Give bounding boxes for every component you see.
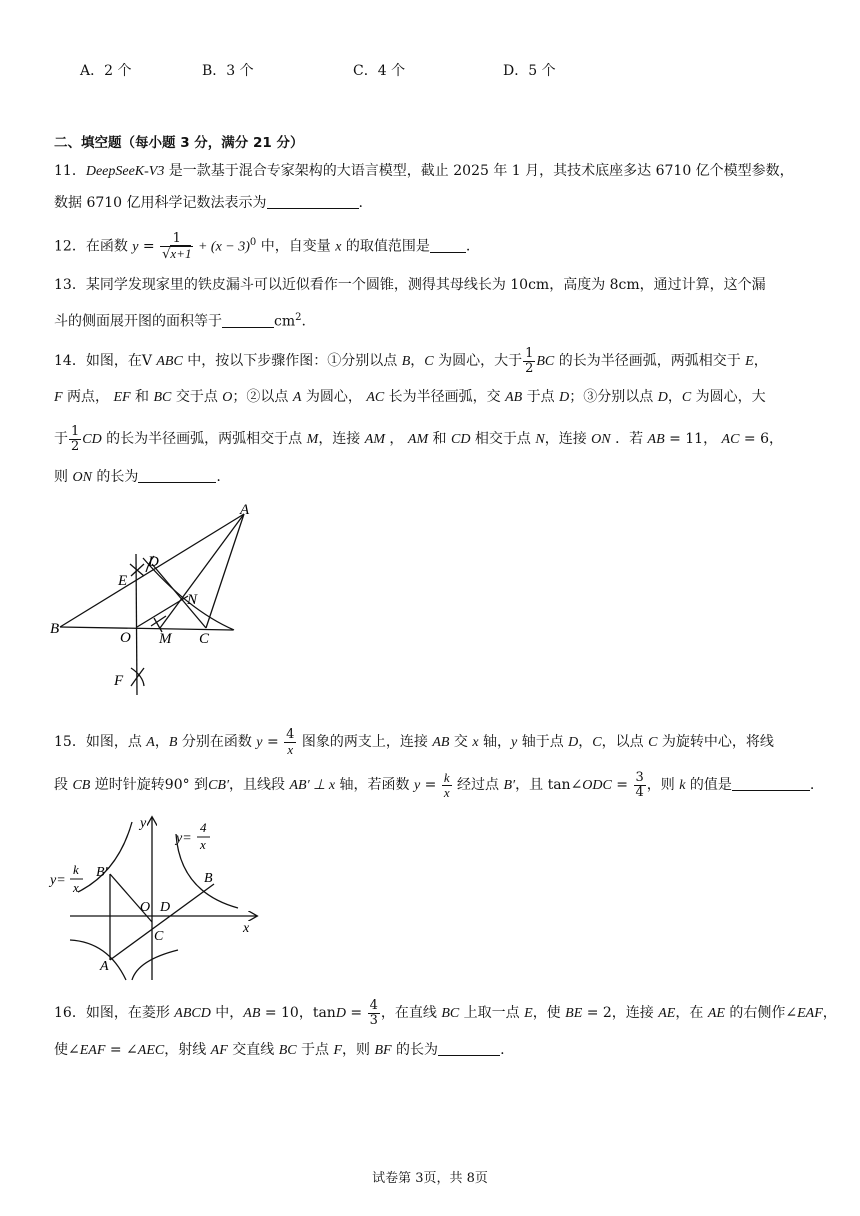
t: 长为半径画弧，交 xyxy=(384,389,506,405)
q11-line2 xyxy=(54,193,363,213)
t: AM xyxy=(364,432,385,447)
t: ， xyxy=(667,389,682,405)
t: ，在直线 xyxy=(380,1005,442,1021)
fraction xyxy=(69,425,81,454)
t: B xyxy=(401,354,411,369)
t: ， xyxy=(154,734,169,750)
arc-e-left xyxy=(130,564,144,576)
t: D xyxy=(335,1006,346,1021)
fraction xyxy=(284,728,296,757)
q15-line2 xyxy=(54,768,814,803)
t: ，则 xyxy=(646,777,680,793)
t: ．若 xyxy=(610,431,648,447)
t: 两点， xyxy=(62,389,114,405)
t: ，射线 xyxy=(164,1042,211,1058)
frac-num: 4 xyxy=(286,726,295,742)
page-footer: 试卷第 3页，共 8页 xyxy=(372,1171,488,1186)
t: BC xyxy=(441,1006,460,1021)
label-c: C xyxy=(199,631,210,647)
answer-blank[interactable] xyxy=(732,775,810,791)
t: CB′ xyxy=(208,778,230,793)
t: = xyxy=(420,777,441,793)
t: ABC xyxy=(156,354,183,369)
t: AE xyxy=(707,1006,725,1021)
figure-triangle-construction xyxy=(48,500,258,710)
t: 轴于点 xyxy=(517,734,569,750)
q14-line3 xyxy=(54,422,783,457)
t: ，连接 xyxy=(318,431,365,447)
t: ABCD xyxy=(174,1006,211,1021)
t: ， xyxy=(753,353,768,369)
frac-num: 1 xyxy=(160,232,193,247)
label-x-axis: x xyxy=(243,921,250,936)
t: ， xyxy=(384,431,408,447)
t: 为圆心， xyxy=(301,389,367,405)
curve1-num: 4 xyxy=(200,820,207,835)
t: ；③分别以点 xyxy=(569,389,658,405)
curve-4-over-x-lower xyxy=(70,940,126,980)
curve2-y: y= xyxy=(50,873,66,888)
t: AC xyxy=(366,390,385,405)
frac-den: 2 xyxy=(525,360,534,376)
t: AB xyxy=(505,390,523,405)
t: AB xyxy=(432,735,450,750)
var-x: x xyxy=(335,239,342,255)
t: = 2，连接 xyxy=(582,1005,659,1021)
frac-num: 3 xyxy=(635,769,644,785)
frac-den: 2 xyxy=(71,438,80,454)
t: A xyxy=(292,390,302,405)
answer-blank[interactable] xyxy=(267,193,359,209)
t: C xyxy=(592,735,602,750)
t: 段 xyxy=(54,777,73,793)
t: 的长为半径画弧，两弧相交于点 xyxy=(101,431,307,447)
t: 的长为 xyxy=(391,1042,439,1058)
t: BE xyxy=(565,1006,583,1021)
t: 图象的两支上，连接 xyxy=(297,734,433,750)
period: . xyxy=(465,238,471,255)
label-f: F xyxy=(114,673,124,689)
label-m: M xyxy=(159,631,172,647)
t: y xyxy=(256,735,263,750)
t: = 6， xyxy=(739,431,783,447)
power-term: + (x − 3) xyxy=(194,239,250,255)
segment-ac xyxy=(206,514,244,628)
period: . xyxy=(216,469,221,485)
label-o: O xyxy=(140,900,151,915)
curve2-num: k xyxy=(73,862,79,877)
curve1-den: x xyxy=(200,837,206,852)
curve-k-over-x-lower xyxy=(132,950,178,980)
t: EAF xyxy=(79,1043,106,1058)
t: y xyxy=(511,735,518,750)
q13-text-2: 斗的侧面展开图的面积等于 xyxy=(54,313,222,330)
segment-ab xyxy=(110,884,214,960)
t: AB xyxy=(243,1006,261,1021)
t: M xyxy=(306,432,319,447)
label-b: B xyxy=(50,621,60,637)
t: y xyxy=(413,778,421,793)
period: . xyxy=(500,1042,505,1058)
t: ，连接 xyxy=(544,431,592,447)
var-y: y xyxy=(132,239,139,255)
segment-cd xyxy=(152,564,206,628)
label-n: N xyxy=(187,592,198,608)
t: 的长为 xyxy=(91,469,139,485)
sqrt-content: x+1 xyxy=(170,245,192,261)
t: ，则 xyxy=(342,1042,375,1058)
fraction xyxy=(442,771,452,800)
t: = xyxy=(262,734,284,750)
t: 交 xyxy=(449,734,473,750)
option-a: A．2 个 xyxy=(80,63,132,79)
t: ，使 xyxy=(532,1005,566,1021)
t: BF xyxy=(374,1043,392,1058)
t: 为圆心，大于 xyxy=(433,353,523,369)
t: C xyxy=(681,390,692,405)
t: 则 xyxy=(54,469,73,485)
t: CD xyxy=(451,432,471,447)
t: AC xyxy=(721,432,740,447)
unit: cm xyxy=(274,313,296,330)
t: 使∠ xyxy=(54,1042,80,1058)
unit-exp: 2 xyxy=(295,312,302,323)
label-c: C xyxy=(154,929,164,944)
t: 14．如图，在V xyxy=(54,353,157,369)
t: O xyxy=(222,390,233,405)
t: ON xyxy=(72,470,92,485)
frac-den: x xyxy=(287,741,294,757)
t: x xyxy=(472,735,479,750)
t: BC xyxy=(153,390,172,405)
answer-blank[interactable] xyxy=(222,312,274,328)
fraction xyxy=(368,999,380,1028)
t: F xyxy=(54,390,63,405)
t: AEC xyxy=(137,1043,165,1058)
label-b-prime: B′ xyxy=(96,865,108,880)
q11-line1 xyxy=(54,161,794,182)
period: . xyxy=(301,313,306,330)
t: B′ xyxy=(503,778,516,793)
t: ON xyxy=(591,432,611,447)
t: = xyxy=(611,777,633,793)
frac-den: √x+1 xyxy=(162,245,192,262)
q13-line2 xyxy=(54,308,306,332)
label-b: B xyxy=(204,871,213,886)
t: 交于点 xyxy=(171,389,223,405)
q14-line1 xyxy=(54,344,768,379)
t: 于点 xyxy=(522,389,560,405)
equals: = xyxy=(138,238,160,255)
q12-text-3: 的取值范围是 xyxy=(341,238,430,255)
t: 轴，若函数 xyxy=(335,777,414,793)
q14-line2 xyxy=(54,387,766,408)
t: ，且线段 xyxy=(229,777,290,793)
q16-line1 xyxy=(54,996,837,1031)
t: = 10，tan xyxy=(260,1005,336,1021)
t: ， xyxy=(578,734,593,750)
t: 于点 xyxy=(296,1042,334,1058)
answer-blank[interactable] xyxy=(430,237,466,253)
t: 交直线 xyxy=(227,1042,279,1058)
q11-model-name: DeepSeeK-V3 xyxy=(85,164,165,179)
t: 逆时针旋转90° 到 xyxy=(90,777,209,793)
t: CB xyxy=(72,778,91,793)
curve-k-over-x-upper xyxy=(78,822,132,892)
t: C xyxy=(648,735,658,750)
line-ef xyxy=(136,554,137,695)
exponent: 0 xyxy=(249,237,257,248)
t: AB xyxy=(647,432,665,447)
t: = 11， xyxy=(664,431,722,447)
label-d: D xyxy=(148,554,159,570)
period: . xyxy=(358,195,363,211)
t: = xyxy=(345,1005,367,1021)
t: ，在 xyxy=(675,1005,708,1021)
t: ，以点 xyxy=(601,734,649,750)
t: 和 xyxy=(428,431,452,447)
t: ，且 tan∠ xyxy=(515,777,583,793)
section-title: 二、填空题（每小题 3 分，满分 21 分） xyxy=(54,135,304,151)
t: C xyxy=(424,354,434,369)
t: 的值是 xyxy=(685,777,732,793)
t: 16．如图，在菱形 xyxy=(54,1005,175,1021)
fraction xyxy=(160,232,193,262)
t: 轴， xyxy=(478,734,512,750)
answer-blank[interactable] xyxy=(438,1040,500,1056)
q11-number: 11． xyxy=(54,163,86,179)
t: 为旋转中心，将线 xyxy=(657,734,774,750)
label-d: D xyxy=(160,900,171,915)
curve1-y: y= xyxy=(176,831,192,846)
segment-bc xyxy=(60,627,233,630)
t: E xyxy=(745,354,754,369)
frac-num: k xyxy=(443,769,450,785)
t: 15．如图，点 xyxy=(54,734,147,750)
t: ， xyxy=(822,1005,837,1021)
answer-blank[interactable] xyxy=(138,467,216,483)
t: 中，按以下步骤作图：①分别以点 xyxy=(182,353,402,369)
q12-line xyxy=(54,228,470,263)
segment-am xyxy=(160,514,244,628)
t: EF xyxy=(113,390,131,405)
period: . xyxy=(809,777,815,793)
q11-text: 是一款基于混合专家架构的大语言模型，截止 2025 年 1 月，其技术底座多达 6710 亿个模型参数， xyxy=(164,163,794,179)
fraction xyxy=(634,771,646,800)
t: BC xyxy=(278,1043,297,1058)
t: AE xyxy=(658,1006,676,1021)
frac-num: 1 xyxy=(71,423,80,439)
t: 中， xyxy=(210,1005,244,1021)
t: AF xyxy=(210,1043,228,1058)
frac-den: x xyxy=(443,784,450,800)
frac-num: 1 xyxy=(525,345,534,361)
frac-den: 3 xyxy=(369,1012,378,1028)
q12-text: 12．在函数 xyxy=(54,238,133,255)
q14-line4 xyxy=(54,467,221,488)
frac-den: 4 xyxy=(635,784,644,800)
t: N xyxy=(535,432,545,447)
q13-line1: 13．某同学发现家里的铁皮漏斗可以近似看作一个圆锥，测得其母线长为 10cm，高度为 8cm，通过计算，这个漏 xyxy=(54,277,766,293)
t: 为圆心，大 xyxy=(691,389,766,405)
t: CD xyxy=(82,432,102,447)
segment-ba xyxy=(60,514,244,627)
t: A xyxy=(146,735,155,750)
fraction xyxy=(523,347,535,376)
q12-text-2: 中，自变量 xyxy=(256,238,336,255)
t: 和 xyxy=(130,389,154,405)
option-c: C．4 个 xyxy=(353,63,406,79)
q16-line2 xyxy=(54,1040,505,1061)
curve2-den: x xyxy=(73,880,79,895)
t: E xyxy=(524,1006,533,1021)
t: 分别在函数 xyxy=(177,734,257,750)
t: ODC xyxy=(582,778,612,793)
label-a: A xyxy=(100,959,109,974)
t: 的长为半径画弧，两弧相交于 xyxy=(554,353,746,369)
label-e: E xyxy=(118,573,128,589)
t: 经过点 xyxy=(452,777,504,793)
t: D xyxy=(568,735,579,750)
t: = ∠ xyxy=(105,1042,138,1058)
t: AB′ ⊥ x xyxy=(289,778,336,793)
label-a: A xyxy=(240,502,250,518)
t: BC xyxy=(536,354,555,369)
q15-line1 xyxy=(54,725,774,760)
t: AM xyxy=(407,432,429,447)
t: F xyxy=(333,1043,343,1058)
figure-hyperbola xyxy=(48,812,263,984)
t: k xyxy=(679,778,686,793)
t: ；②以点 xyxy=(232,389,293,405)
t: 相交于点 xyxy=(470,431,536,447)
option-b: B．3 个 xyxy=(202,63,254,79)
t: EAF xyxy=(797,1006,823,1021)
label-y-axis: y xyxy=(140,816,147,831)
t: ， xyxy=(410,353,425,369)
t: D xyxy=(657,390,668,405)
segment-on xyxy=(137,596,188,627)
t: 上取一点 xyxy=(459,1005,525,1021)
label-o: O xyxy=(120,630,131,646)
t: D xyxy=(559,390,570,405)
option-d: D．5 个 xyxy=(503,63,556,79)
q11-text-2: 数据 6710 亿用科学记数法表示为 xyxy=(54,195,267,211)
frac-num: 4 xyxy=(369,997,378,1013)
t: 的右侧作∠ xyxy=(724,1005,798,1021)
t: B xyxy=(168,735,178,750)
t: 于 xyxy=(54,431,68,447)
